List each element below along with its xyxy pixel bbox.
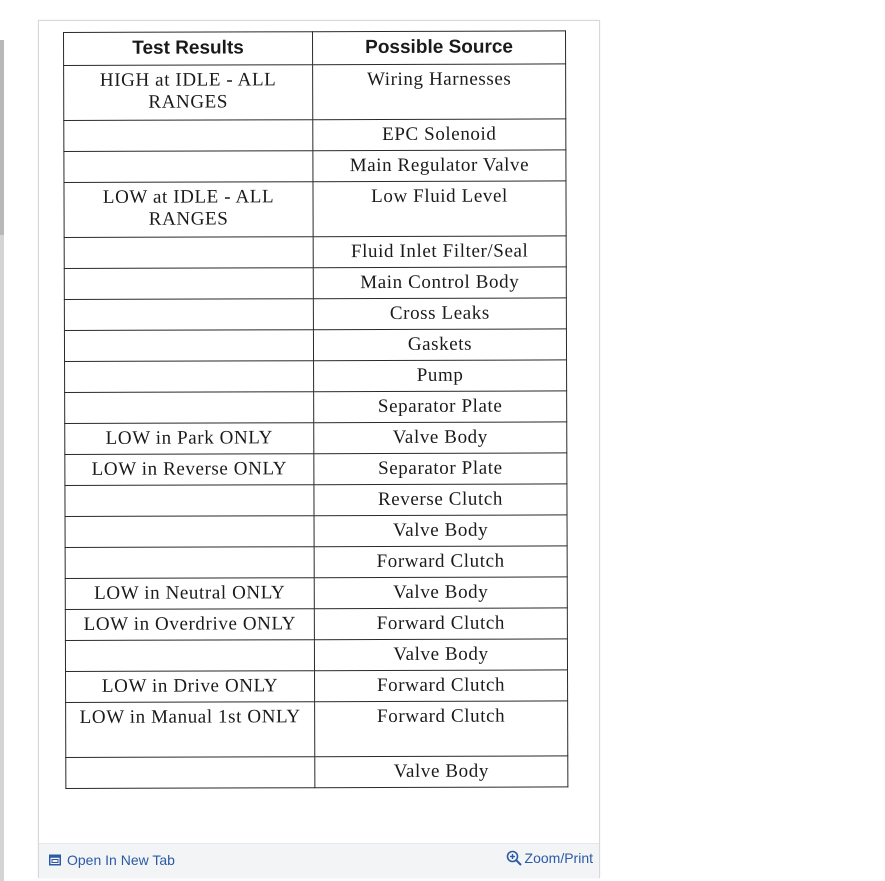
table-row <box>65 422 567 455</box>
cell-test-result: LOW in Neutral ONLY <box>65 578 314 610</box>
open-in-new-tab-icon <box>49 854 61 866</box>
cell-possible-source: Forward Clutch <box>315 701 568 757</box>
cell-test-result <box>65 547 314 579</box>
table-row <box>66 701 568 758</box>
table-row <box>65 546 567 579</box>
cell-test-result <box>64 237 313 269</box>
cell-test-result <box>65 485 314 517</box>
scrollbar-thumb[interactable] <box>0 40 4 235</box>
table-body <box>64 64 568 789</box>
cell-test-result <box>64 120 313 152</box>
cell-test-result <box>64 151 313 183</box>
cell-possible-source: Wiring Harnesses <box>313 64 566 120</box>
table-row <box>64 236 566 269</box>
cell-possible-source: Forward Clutch <box>315 670 568 702</box>
cell-possible-source: Pump <box>314 360 567 392</box>
cell-possible-source: Separator Plate <box>314 391 567 423</box>
cell-possible-source: Valve Body <box>314 422 567 454</box>
document-image <box>39 21 599 843</box>
table-row <box>65 639 567 672</box>
cell-test-result: LOW at IDLE - ALL RANGES <box>64 182 313 238</box>
table-row <box>65 391 567 424</box>
cell-test-result <box>65 516 314 548</box>
zoom-print-link[interactable] <box>506 850 593 866</box>
cell-test-result <box>64 330 313 362</box>
cell-possible-source: Main Regulator Valve <box>313 150 566 182</box>
cell-possible-source: Gaskets <box>313 329 566 361</box>
cell-possible-source: Valve Body <box>314 515 567 547</box>
table-row <box>64 119 566 152</box>
scrollbar[interactable] <box>0 40 4 881</box>
table-header-row <box>64 31 566 66</box>
table-row <box>65 577 567 610</box>
table-row <box>65 453 567 486</box>
table-row <box>66 756 568 789</box>
cell-test-result <box>64 299 313 331</box>
cell-test-result <box>65 392 314 424</box>
table-row <box>65 608 567 641</box>
cell-possible-source: Forward Clutch <box>314 546 567 578</box>
open-in-new-tab-label: Open In New Tab <box>67 852 175 868</box>
cell-test-result: LOW in Overdrive ONLY <box>65 609 314 641</box>
cell-possible-source: Valve Body <box>314 577 567 609</box>
image-viewer <box>38 20 600 878</box>
cell-test-result: HIGH at IDLE - ALL RANGES <box>64 65 313 121</box>
viewer-footer <box>39 843 599 878</box>
cell-possible-source: Reverse Clutch <box>314 484 567 516</box>
cell-test-result: LOW in Manual 1st ONLY <box>66 702 315 758</box>
table-row <box>64 64 566 121</box>
pressure-test-table <box>63 30 568 789</box>
header-test-results: Test Results <box>64 32 313 66</box>
cell-possible-source: Forward Clutch <box>314 608 567 640</box>
table-row <box>64 150 566 183</box>
table-row <box>65 484 567 517</box>
table-row <box>64 298 566 331</box>
cell-possible-source: Low Fluid Level <box>313 181 566 237</box>
zoom-icon <box>506 850 522 866</box>
table-row <box>65 515 567 548</box>
cell-possible-source: Separator Plate <box>314 453 567 485</box>
table-row <box>64 329 566 362</box>
open-in-new-tab-link[interactable] <box>49 852 175 868</box>
table-row <box>66 670 568 703</box>
cell-test-result: LOW in Reverse ONLY <box>65 454 314 486</box>
cell-possible-source: EPC Solenoid <box>313 119 566 151</box>
cell-possible-source: Cross Leaks <box>313 298 566 330</box>
cell-test-result: LOW in Park ONLY <box>65 423 314 455</box>
table-row <box>64 181 566 238</box>
cell-test-result <box>64 268 313 300</box>
cell-test-result: LOW in Drive ONLY <box>66 671 315 703</box>
cell-possible-source: Fluid Inlet Filter/Seal <box>313 236 566 268</box>
cell-test-result <box>65 640 314 672</box>
zoom-print-label: Zoom/Print <box>524 850 593 866</box>
cell-possible-source: Valve Body <box>314 639 567 671</box>
table-row <box>64 267 566 300</box>
table-row <box>65 360 567 393</box>
cell-test-result <box>66 757 315 789</box>
cell-test-result <box>65 361 314 393</box>
cell-possible-source: Main Control Body <box>313 267 566 299</box>
header-possible-source: Possible Source <box>313 31 566 65</box>
cell-possible-source: Valve Body <box>315 756 568 788</box>
